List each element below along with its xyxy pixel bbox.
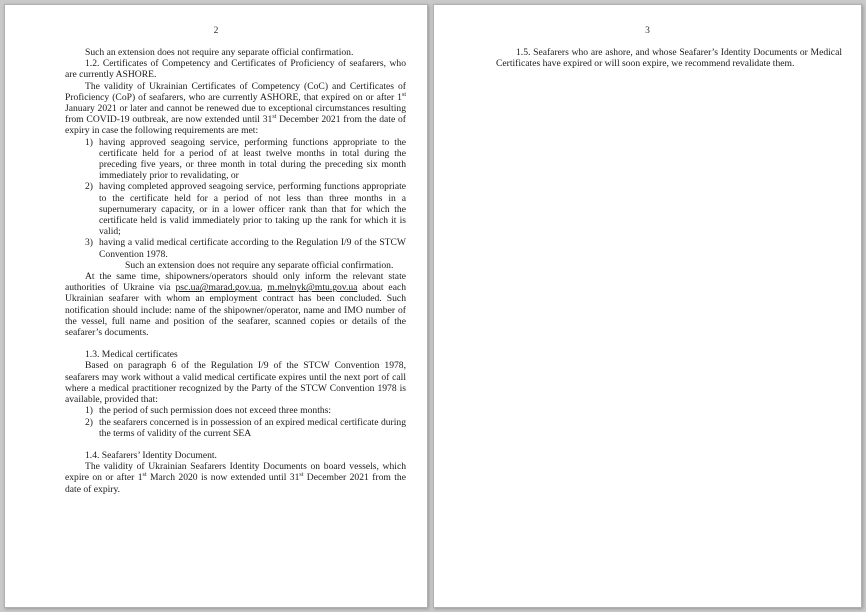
section-heading-1-3: 1.3. Medical certificates bbox=[85, 349, 178, 361]
requirement-item-1: 1) having approved seagoing service, performing functions appropriate to the certificate held for a period of at least twelve months in total during the preceding five years, or three month in total during the preceding six month immediately prior to revalidating, or bbox=[85, 136, 406, 182]
section-paragraph-1-5: 1.5. Seafarers who are ashore, and whose Seafarer’s Identity Documents or Medical Certificates have expired or will soon expire, we recommend revalidate them. bbox=[496, 47, 842, 70]
requirement-item-3: 3) having a valid medical certificate according to the Regulation I/9 of the STCW Convention 1978. bbox=[85, 237, 406, 260]
medical-item-1: 1) the period of such permission does not exceed three months: bbox=[85, 405, 332, 417]
requirement-item-2: 2) having completed approved seagoing service, performing functions appropriate to the certificate held for a period of not less than three months in a supernumerary capacity, or in a lower officer rank than that for which the certificate held is valid immediately prior to taking up the rank for which it is valid; bbox=[85, 181, 406, 238]
page-number: 3 bbox=[645, 26, 650, 36]
page-number: 2 bbox=[213, 26, 219, 36]
section-heading-1-4: 1.4. Seafarers’ Identity Document. bbox=[85, 449, 217, 461]
page-content bbox=[65, 47, 406, 495]
paragraph-validity: The validity of Ukrainian Certificates of Competency (CoC) and Certificates of Proficiency (CoP) of seafarers, who are currently ASHORE, that expired on or after 1st January 2021 or later and cannot be renewed due to exceptional circumstances resulting from COVID-19 outbreak, are now extended until 31st December 2021 from the date of expiry in case the following requirements are met: bbox=[65, 80, 406, 137]
document-page-3 bbox=[433, 4, 862, 608]
section-heading-1-2: 1.2. Certificates of Competency and Certificates of Proficiency of seafarers, who are currently ASHORE. bbox=[65, 58, 406, 81]
medical-item-2: 2) the seafarers concerned is in possession of an expired medical certificate during the terms of validity of the current SEA bbox=[85, 416, 406, 439]
paragraph-inform-authorities: At the same time, shipowners/operators should only inform the relevant state authorities of Ukraine via psc.ua@marad.gov.ua, m.melnyk@mtu.gov.ua about each Ukrainian seafarer with whom an employment contract has been concluded. Such notification should include: name of the shipowner/operator, name and IMO number of the vessel, full name and position of the seafarer, scanned copies or details of the seafarer’s documents. bbox=[65, 271, 407, 339]
email-link-mtu[interactable]: m.melnyk@mtu.gov.ua bbox=[267, 282, 358, 294]
paragraph-medical: Based on paragraph 6 of the Regulation I/9 of the STCW Convention 1978, seafarers may work without a valid medical certificate expires until the next port of call where a medical practitioner recognized by the Party of the STCW Convention 1978 is available, provided that: bbox=[65, 360, 406, 406]
paragraph-extension-note: Such an extension does not require any separate official confirmation. bbox=[85, 47, 354, 58]
paragraph-sid-validity: The validity of Ukrainian Seafarers Identity Documents on board vessels, which expire on or after 1st March 2020 is now extended until 31st December 2021 from the date of expiry. bbox=[65, 461, 406, 495]
paragraph-extension-note-2: Such an extension does not require any separate official confirmation. bbox=[125, 259, 394, 271]
document-page-2 bbox=[4, 4, 428, 608]
email-link-marad[interactable]: psc.ua@marad.gov.ua bbox=[175, 282, 261, 294]
page-content bbox=[496, 47, 842, 69]
